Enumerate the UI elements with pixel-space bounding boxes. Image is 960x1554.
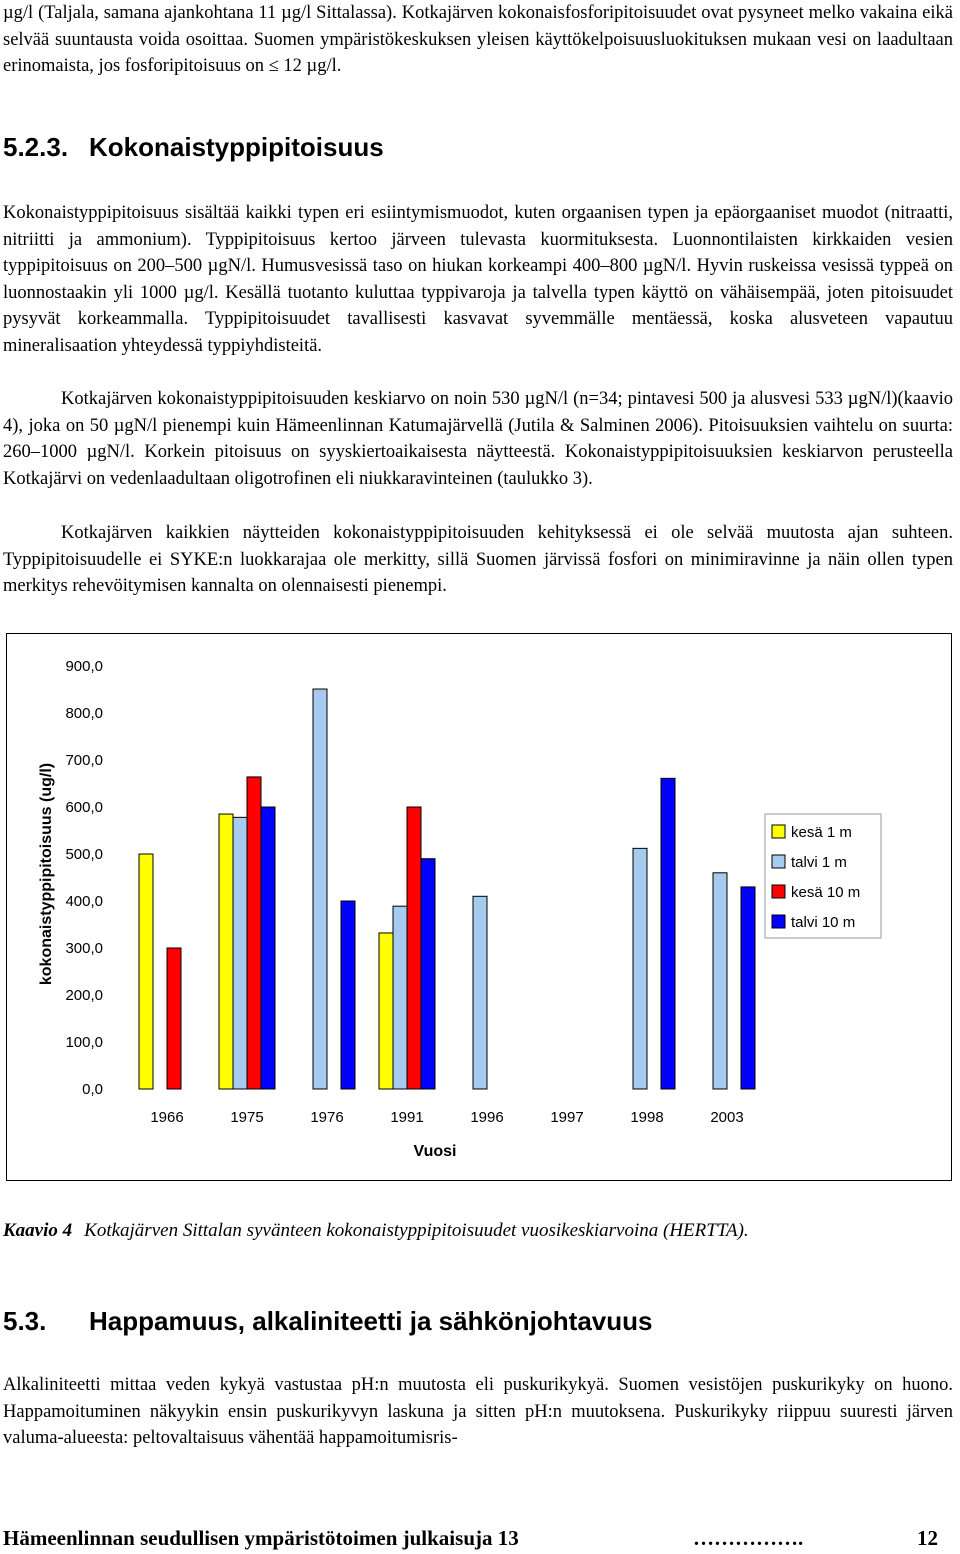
nitrogen-bar-chart <box>6 633 952 1181</box>
bar-1976-talvi-1-m <box>313 689 327 1089</box>
x-tick-label: 1996 <box>470 1109 504 1126</box>
section-heading-5-3 <box>3 1306 652 1337</box>
body-paragraph: Kokonaistyppipitoisuus sisältää kaikki typen eri esiintymismuodot, kuten orgaanisen typen ja epäorgaaniset muodot (nitraatti, nitriitti ja ammonium). Typpipitoisuus kertoo järveen tulevasta kuormituksesta. Luonnontilaisten kirkkaiden vesien typpipitoisuus on 200–500 µgN/l. Humusvesissä taso on hiukan korkeampi 400–800 µgN/l. Hyvin ruskeissa vesissä typpeä on luonnostaakin yli 1000 µg/l. Kesällä tuotanto kuluttaa typpivaroja ja talvella typen käyttö on vähäisempää, joten pitoisuudet pysyvät korkeammalla. Typpipitoisuudet tavallisesti kasvavat syvemmälle mentäessä, koska alusveteen vapautuu mineralisaation yhteydessä typpiyhdisteitä. <box>3 203 953 356</box>
body-paragraph: Kotkajärven kokonaistyppipitoisuuden keskiarvo on noin 530 µgN/l (n=34; pintavesi 500 ja alusvesi 533 µgN/l)(kaavio 4), joka on 50 µgN/l pienempi kuin Hämeenlinnan Katumajärvellä (Jutila & Salminen 2006). Pitoisuuksien vaihtelu on suurta: 260–1000 µgN/l. Korkein pitoisuus on syyskiertoaikaisesta näytteestä. Kokonaistyppipitoisuuksien keskiarvon perusteella Kotkajärvi on vedenlaadultaan oligotrofinen eli niukkaravinteinen (taulukko 3). <box>3 389 953 489</box>
intro-paragraph: µg/l (Taljala, samana ajankohtana 11 µg/l Sittalassa). Kotkajärven kokonaisfosforipitoisuudet ovat pysyneet melko vakaina eikä selvää suuntausta voida osoittaa. Suomen ympäristökeskuksen yleisen käyttökelpoisuusluokituksen mukaan vesi on laadultaan erinomaista, jos fosforipitoisuus on ≤ 12 µg/l. <box>3 3 953 76</box>
legend-swatch <box>772 825 785 838</box>
chart-legend <box>765 814 881 938</box>
x-tick-label: 1991 <box>390 1109 424 1126</box>
bar-1976-talvi-10-m <box>341 901 355 1089</box>
y-tick-label: 800,0 <box>65 705 103 722</box>
bar-1975-talvi-1-m <box>233 817 247 1089</box>
chart-svg <box>7 634 953 1182</box>
section-number: 5.3. <box>3 1306 47 1336</box>
section-number: 5.2.3. <box>3 132 69 162</box>
footer-dots: ……………. <box>693 1526 804 1550</box>
footer-title: Hämeenlinnan seudullisen ympäristötoimen julkaisuja 13 <box>3 1526 519 1550</box>
y-axis-label: kokonaistyppipitoisuus (ug/l) <box>38 762 55 986</box>
figure-caption <box>3 1220 749 1242</box>
y-tick-label: 0,0 <box>82 1081 103 1098</box>
x-tick-label: 2003 <box>710 1109 744 1126</box>
bar-1991-kesä-10-m <box>407 807 421 1089</box>
legend-swatch <box>772 915 785 928</box>
legend-entry: kesä 10 m <box>791 884 861 901</box>
body-paragraph: Alkaliniteetti mittaa veden kykyä vastustaa pH:n muutosta eli puskurikykyä. Suomen vesistöjen puskurikyky on huono. Happamoituminen näkyykin ensin puskurikyvyn laskuna ja sitten pH:n muutoksena. Puskurikyky riippuu suuresti järven valuma-alueesta: peltovaltaisuus vähentää happamoitumisris- <box>3 1375 953 1448</box>
y-tick-label: 700,0 <box>65 752 103 769</box>
x-axis-label: Vuosi <box>413 1143 457 1160</box>
bar-1996-talvi-1-m <box>473 896 487 1089</box>
page-number: 12 <box>917 1526 938 1550</box>
y-tick-label: 900,0 <box>65 658 103 675</box>
bar-1966-kesä-1-m <box>139 854 153 1089</box>
section-title: Happamuus, alkaliniteetti ja sähkönjohtavuus <box>89 1306 653 1336</box>
x-tick-label: 1976 <box>310 1109 344 1126</box>
bar-2003-talvi-1-m <box>713 873 727 1089</box>
legend-swatch <box>772 855 785 868</box>
bar-1966-kesä-10-m <box>167 948 181 1089</box>
caption-text: Kotkajärven Sittalan syvänteen kokonaistyppipitoisuudet vuosikeskiarvoina (HERTTA). <box>84 1220 749 1241</box>
y-tick-label: 100,0 <box>65 1034 103 1051</box>
y-tick-label: 500,0 <box>65 846 103 863</box>
y-tick-label: 300,0 <box>65 940 103 957</box>
bar-1975-talvi-10-m <box>261 807 275 1089</box>
legend-entry: kesä 1 m <box>791 824 852 841</box>
y-tick-label: 600,0 <box>65 799 103 816</box>
y-tick-label: 400,0 <box>65 893 103 910</box>
bar-1975-kesä-1-m <box>219 814 233 1089</box>
bar-2003-talvi-10-m <box>741 887 755 1089</box>
bar-1998-talvi-10-m <box>661 778 675 1089</box>
legend-swatch <box>772 885 785 898</box>
body-paragraph: Kotkajärven kaikkien näytteiden kokonaistyppipitoisuuden kehityksessä ei ole selvää muutosta ajan suhteen. Typpipitoisuudelle ei SYKE:n luokkarajaa ole merkitty, sillä Suomen järvissä fosfori on minimiravinne ja näin ollen typen merkitys rehevöitymisen kannalta on olennaisesti pienempi. <box>3 523 953 596</box>
bar-1998-talvi-1-m <box>633 848 647 1089</box>
legend-entry: talvi 10 m <box>791 914 856 931</box>
bar-1991-talvi-10-m <box>421 859 435 1089</box>
y-tick-label: 200,0 <box>65 987 103 1004</box>
section-heading-5-2-3 <box>3 132 384 163</box>
x-tick-label: 1998 <box>630 1109 664 1126</box>
section-title: Kokonaistyppipitoisuus <box>89 132 384 162</box>
x-tick-label: 1975 <box>230 1109 264 1126</box>
page-footer <box>3 1526 938 1551</box>
caption-label: Kaavio 4 <box>3 1220 73 1241</box>
bar-1991-kesä-1-m <box>379 933 393 1089</box>
x-tick-label: 1997 <box>550 1109 584 1126</box>
bar-1991-talvi-1-m <box>393 906 407 1089</box>
legend-entry: talvi 1 m <box>791 854 847 871</box>
x-tick-label: 1966 <box>150 1109 184 1126</box>
bar-1975-kesä-10-m <box>247 777 261 1089</box>
